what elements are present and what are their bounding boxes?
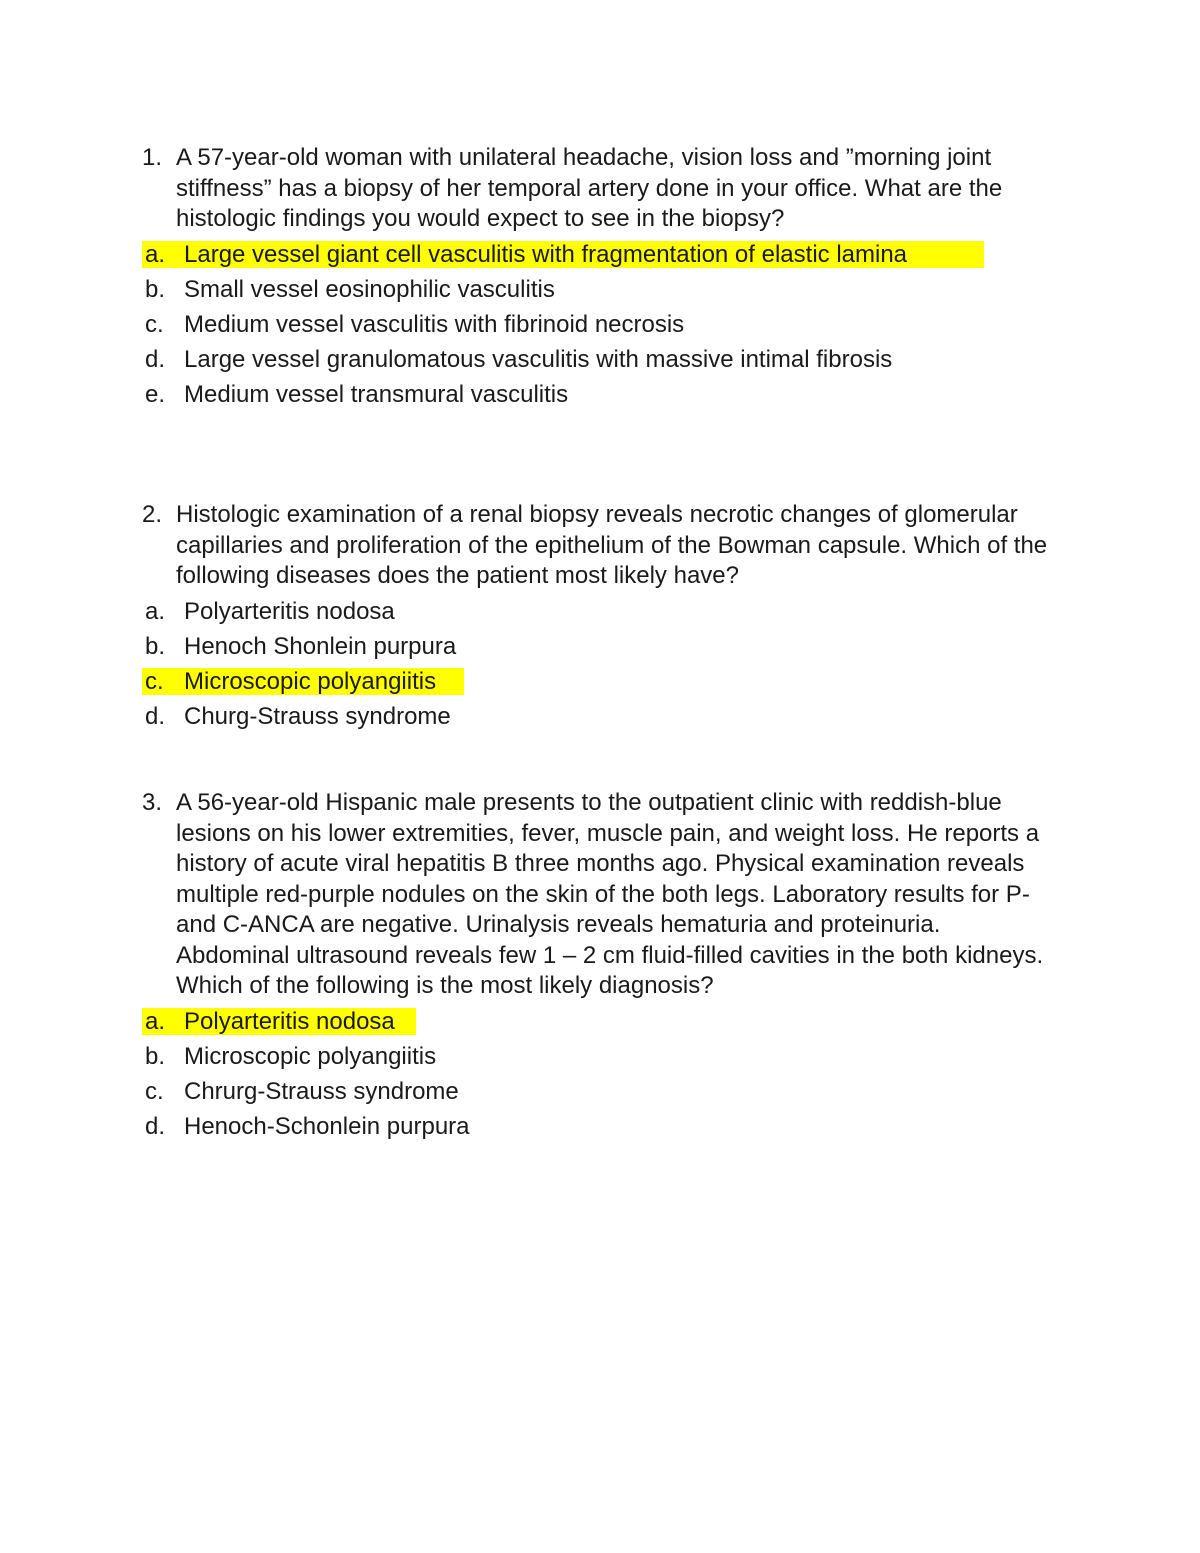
question-text: A 57-year-old woman with unilateral headache, vision loss and ”morning joint stiffness” has a biopsy of her temporal artery done in your office. What are the histologic findings you would expect to see in the biopsy? <box>176 144 1003 232</box>
question-2 <box>0 500 1200 734</box>
option-letter: d. <box>145 702 166 730</box>
answer-option <box>0 594 1200 629</box>
question-3 <box>0 788 1200 1144</box>
option-text: Henoch-Schonlein purpura <box>184 1112 470 1140</box>
option-text: Henoch Shonlein purpura <box>184 632 457 660</box>
answer-options <box>0 594 1200 734</box>
option-text: Microscopic polyangiitis <box>184 667 437 695</box>
answer-option <box>0 664 1200 699</box>
question-stem <box>0 143 1056 235</box>
answer-options <box>0 1004 1200 1144</box>
option-text: Polyarteritis nodosa <box>184 597 395 625</box>
answer-option <box>0 1004 1200 1039</box>
option-letter: c. <box>145 310 164 338</box>
answer-option <box>0 1039 1200 1074</box>
answer-option <box>0 307 1200 342</box>
question-number: 3. <box>142 789 163 816</box>
answer-option <box>0 1074 1200 1109</box>
option-letter: b. <box>145 1042 166 1070</box>
answer-option <box>0 1109 1200 1144</box>
option-letter: d. <box>145 345 166 373</box>
answer-option <box>0 272 1200 307</box>
answer-options <box>0 237 1200 412</box>
option-text: Churg-Strauss syndrome <box>184 702 451 730</box>
option-letter: b. <box>145 632 166 660</box>
option-text: Small vessel eosinophilic vasculitis <box>184 275 555 303</box>
option-letter: c. <box>145 667 164 695</box>
option-text: Large vessel granulomatous vasculitis with massive intimal fibrosis <box>184 345 893 373</box>
option-letter: d. <box>145 1112 166 1140</box>
answer-option <box>0 377 1200 412</box>
question-text: Histologic examination of a renal biopsy reveals necrotic changes of glomerular capillaries and proliferation of the epithelium of the Bowman capsule. Which of the following diseases does the patient most likely have? <box>176 501 1048 589</box>
question-stem <box>0 788 1056 1002</box>
answer-option <box>0 342 1200 377</box>
question-stem <box>0 500 1056 592</box>
option-letter: a. <box>145 240 166 268</box>
option-text: Medium vessel transmural vasculitis <box>184 380 569 408</box>
option-text: Polyarteritis nodosa <box>184 1007 395 1035</box>
option-letter: a. <box>145 1007 166 1035</box>
option-text: Medium vessel vasculitis with fibrinoid necrosis <box>184 310 685 338</box>
question-1 <box>0 143 1200 412</box>
answer-option <box>0 629 1200 664</box>
option-letter: c. <box>145 1077 164 1105</box>
option-text: Microscopic polyangiitis <box>184 1042 437 1070</box>
answer-option <box>0 699 1200 734</box>
option-letter: e. <box>145 380 166 408</box>
question-number: 1. <box>142 144 163 171</box>
option-letter: a. <box>145 597 166 625</box>
option-text: Chrurg-Strauss syndrome <box>184 1077 459 1105</box>
answer-option <box>0 237 1200 272</box>
question-text: A 56-year-old Hispanic male presents to the outpatient clinic with reddish-blue lesions on his lower extremities, fever, muscle pain, and weight loss. He reports a history of acute viral hepatitis B three months ago. Physical examination reveals multiple red-purple nodules on the skin of the both legs. Laboratory results for P- and C-ANCA are negative. Urinalysis reveals hematuria and proteinuria. Abdominal ultrasound reveals few 1 – 2 cm fluid-filled cavities in the both kidneys. Which of the following is the most likely diagnosis? <box>176 789 1044 999</box>
option-letter: b. <box>145 275 166 303</box>
question-number: 2. <box>142 501 163 528</box>
option-text: Large vessel giant cell vasculitis with fragmentation of elastic lamina <box>184 240 908 268</box>
